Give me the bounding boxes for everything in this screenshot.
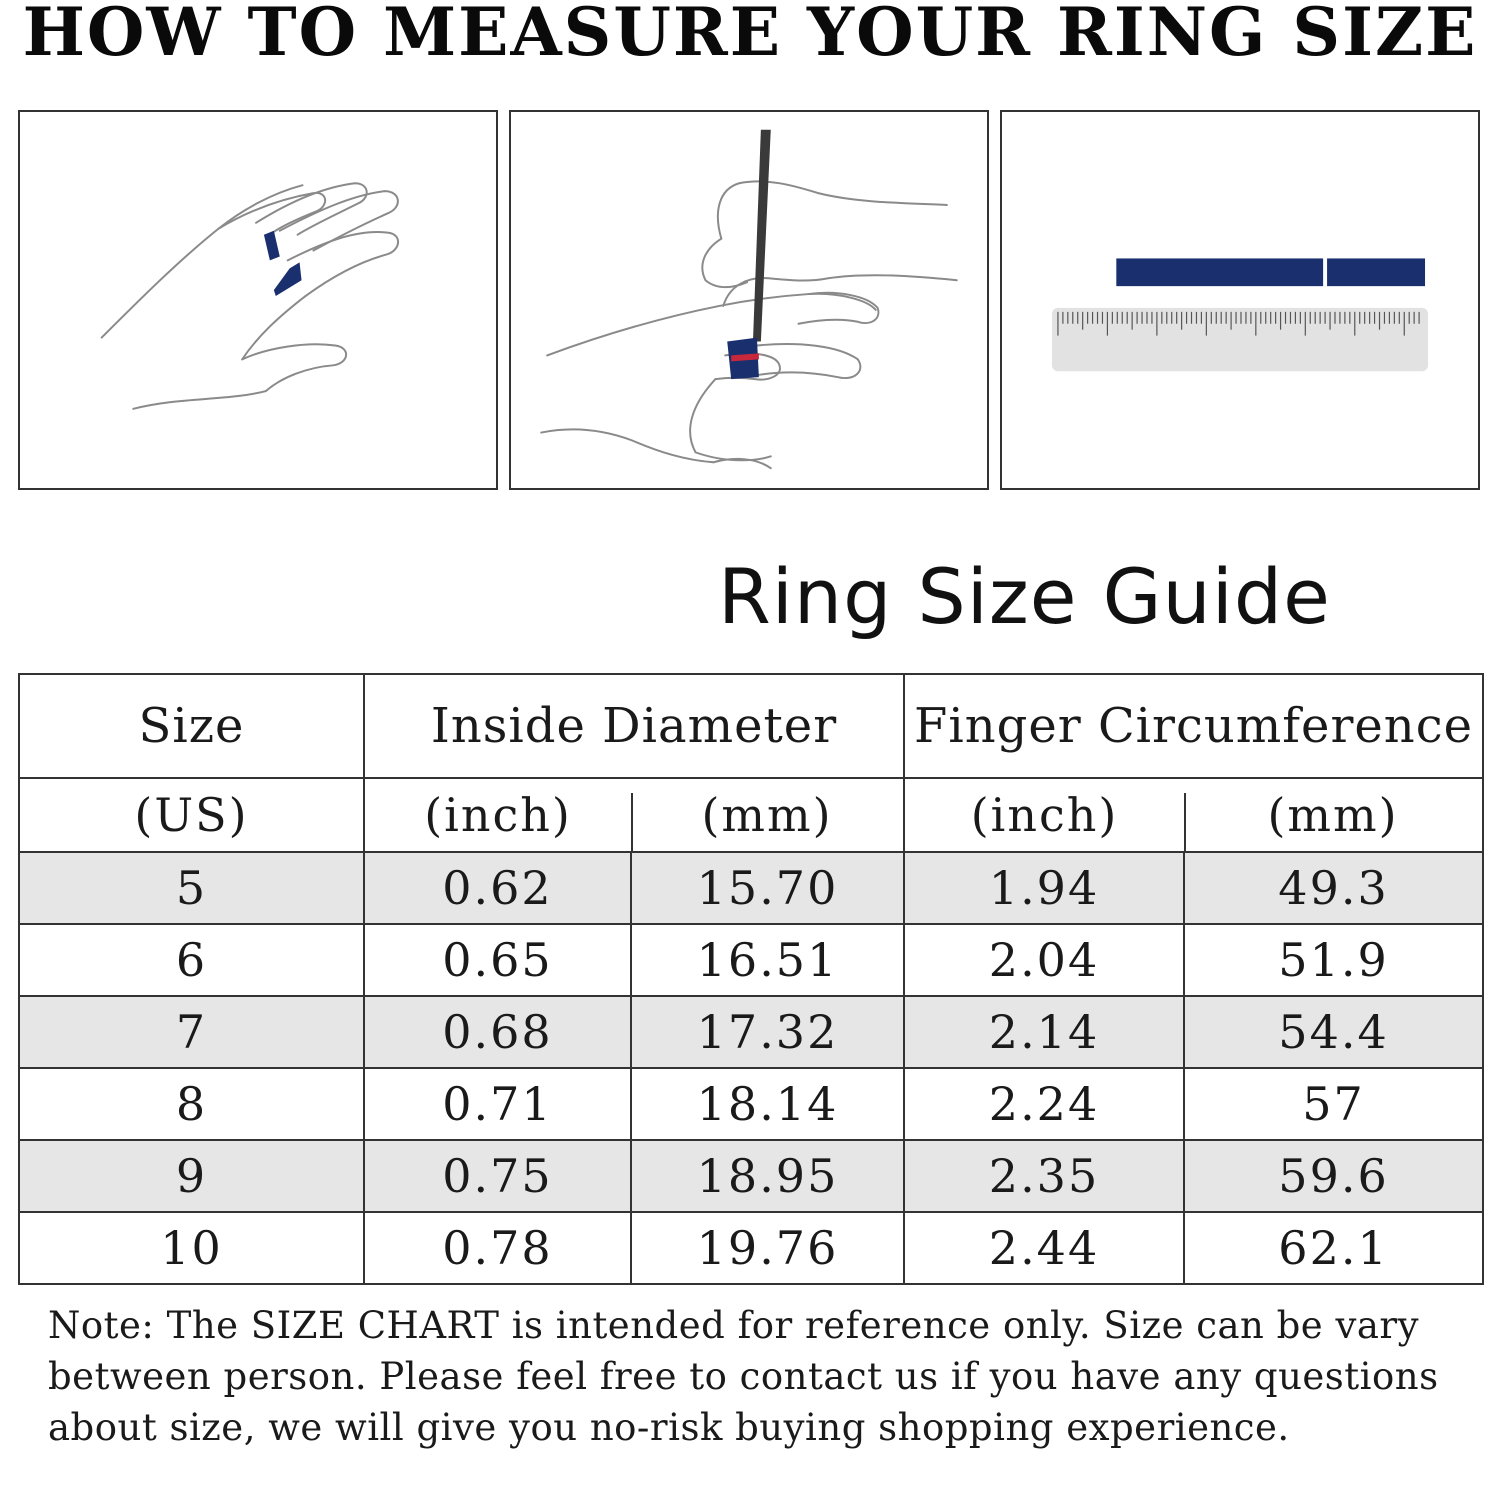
table-row [19, 1140, 1483, 1212]
circ-mm-cell: 54.4 [1184, 996, 1483, 1068]
diameter-inch-cell: 0.71 [364, 1068, 631, 1140]
diameter-inch-cell: 0.62 [364, 852, 631, 924]
size-cell: 8 [19, 1068, 364, 1140]
circ-inch-unit: (inch) [904, 778, 1184, 852]
table-header-row [19, 674, 1483, 778]
hand-with-pen-icon [511, 112, 987, 488]
guide-title: Ring Size Guide [718, 552, 1331, 641]
size-unit: (US) [19, 778, 364, 852]
diameter-mm-cell: 17.32 [631, 996, 904, 1068]
circ-inch-cell: 2.04 [904, 924, 1184, 996]
ruler [1052, 308, 1428, 371]
marked-strip [727, 338, 759, 380]
diameter-inch-cell: 0.68 [364, 996, 631, 1068]
panel-mark-strip [509, 110, 989, 490]
size-cell: 7 [19, 996, 364, 1068]
circ-inch-cell: 1.94 [904, 852, 1184, 924]
diameter-mm-cell: 18.14 [631, 1068, 904, 1140]
measured-strip [1116, 258, 1425, 286]
diameter-mm-unit: (mm) [631, 778, 904, 852]
circ-mm-unit: (mm) [1184, 778, 1483, 852]
circ-mm-cell: 51.9 [1184, 924, 1483, 996]
diameter-inch-unit: (inch) [364, 778, 631, 852]
hand-with-strip-icon [20, 112, 496, 488]
circ-inch-cell: 2.24 [904, 1068, 1184, 1140]
size-cell: 6 [19, 924, 364, 996]
panel-wrap-strip [18, 110, 498, 490]
circ-mm-cell: 57 [1184, 1068, 1483, 1140]
diameter-inch-cell: 0.65 [364, 924, 631, 996]
size-cell: 5 [19, 852, 364, 924]
table-row [19, 852, 1483, 924]
circ-mm-cell: 59.6 [1184, 1140, 1483, 1212]
diameter-inch-cell: 0.75 [364, 1140, 631, 1212]
ring-size-table [18, 673, 1484, 1285]
circ-inch-cell: 2.14 [904, 996, 1184, 1068]
finger-circumference-header: Finger Circumference [904, 674, 1483, 778]
size-cell: 10 [19, 1212, 364, 1284]
table-row [19, 924, 1483, 996]
diameter-mm-cell: 15.70 [631, 852, 904, 924]
wrapped-strip [264, 231, 302, 296]
circ-mm-cell: 49.3 [1184, 852, 1483, 924]
table-row [19, 996, 1483, 1068]
circ-inch-cell: 2.44 [904, 1212, 1184, 1284]
main-title: HOW TO MEASURE YOUR RING SIZE [22, 0, 1478, 71]
reference-note: Note: The SIZE CHART is intended for reference only. Size can be vary between person. Please feel free to contact us if you have any questions about size, we will give you no-risk buying shopping experience. [48, 1304, 1439, 1449]
size-cell: 9 [19, 1140, 364, 1212]
diameter-mm-cell: 19.76 [631, 1212, 904, 1284]
size-header: Size [19, 674, 364, 778]
table-unit-row [19, 778, 1483, 852]
diameter-mm-cell: 18.95 [631, 1140, 904, 1212]
table-row [19, 1068, 1483, 1140]
pen [753, 130, 771, 342]
diameter-inch-cell: 0.78 [364, 1212, 631, 1284]
circ-mm-cell: 62.1 [1184, 1212, 1483, 1284]
diameter-mm-cell: 16.51 [631, 924, 904, 996]
table-row [19, 1212, 1483, 1284]
panel-measure-strip [1000, 110, 1480, 490]
inside-diameter-header: Inside Diameter [364, 674, 904, 778]
ruler-icon [1002, 112, 1478, 488]
circ-inch-cell: 2.35 [904, 1140, 1184, 1212]
